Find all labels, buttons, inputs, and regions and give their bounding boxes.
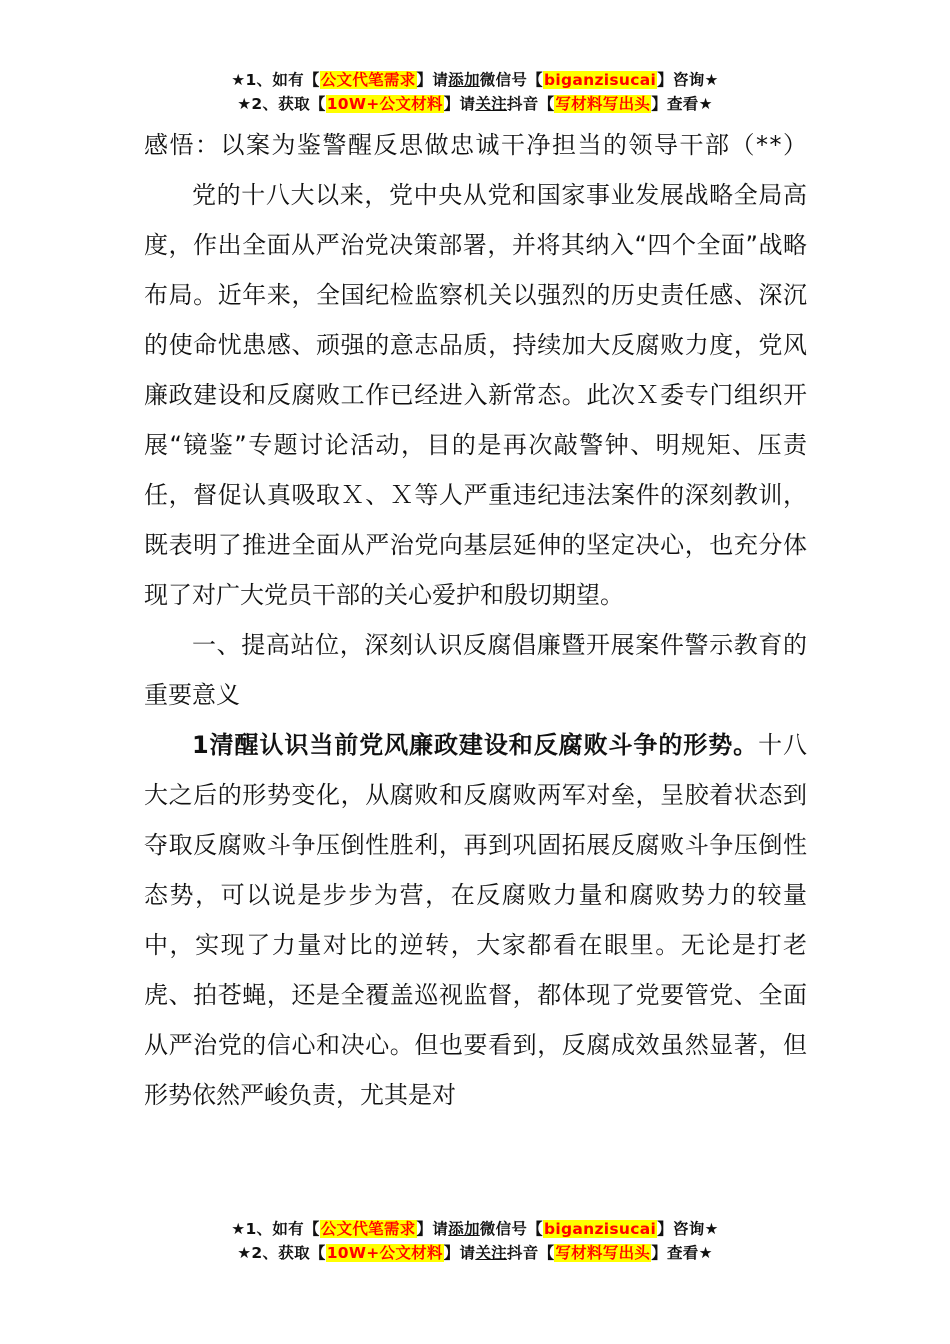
banner-highlight: 10W+公文材料 [326, 1244, 443, 1262]
banner-highlight: 10W+公文材料 [326, 95, 443, 113]
banner-highlight: 写材料写出头 [555, 95, 651, 113]
banner-text: 抖音【 [506, 95, 555, 113]
banner-text: 】请 [443, 1244, 476, 1262]
banner-highlight: 公文代笔需求 [320, 1220, 416, 1238]
banner-text: 】请 [416, 71, 449, 89]
banner-highlight: biganzisucai [543, 71, 657, 89]
banner-highlight: 公文代笔需求 [320, 71, 416, 89]
banner-highlight: biganzisucai [543, 1220, 657, 1238]
banner-text: ★1、如有【 [231, 1220, 320, 1238]
banner-text: ★1、如有【 [231, 71, 320, 89]
footer-banner [0, 1217, 950, 1265]
paragraph-body: 十八大之后的形势变化，从腐败和反腐败两军对垒，呈胶着状态到夺取反腐败斗争压倒性胜利，再到巩固拓展反腐败斗争压倒性态势，可以说是步步为营，在反腐败力量和腐败势力的较量中，实现了力量对比的逆转，大家都看在眼里。无论是打老虎、拍苍蝇，还是全覆盖巡视监督，都体现了党要管党、全面从严治党的信心和决心。但也要看到，反腐成效虽然显著，但形势依然严峻负责，尤其是对 [144, 731, 808, 1109]
header-banner [0, 68, 950, 116]
banner-text: 抖音【 [506, 1244, 555, 1262]
banner-text: 微信号【 [479, 1220, 543, 1238]
banner-text: 微信号【 [479, 71, 543, 89]
banner-highlight: 写材料写出头 [555, 1244, 651, 1262]
banner-line-2 [0, 92, 950, 116]
banner-text: 】咨询★ [657, 71, 719, 89]
banner-underline: 关注 [475, 95, 507, 113]
banner-text: ★2、获取【 [237, 95, 326, 113]
paragraph-lead-bold: 1清醒认识当前党风廉政建设和反腐败斗争的形势。 [192, 731, 759, 759]
banner-line-2 [0, 1241, 950, 1265]
banner-underline: 关注 [475, 1244, 507, 1262]
banner-underline: 添加 [448, 71, 480, 89]
document-title: 感悟：以案为鉴警醒反思做忠诚干净担当的领导干部（**） [144, 131, 809, 159]
banner-line-1 [0, 1217, 950, 1241]
banner-text: 】请 [443, 95, 476, 113]
document-body [144, 120, 807, 1120]
banner-text: 】咨询★ [657, 1220, 719, 1238]
paragraph-intro: 党的十八大以来，党中央从党和国家事业发展战略全局高度，作出全面从严治党决策部署，并将其纳入“四个全面”战略布局。近年来，全国纪检监察机关以强烈的历史责任感、深沉的使命忧患感、顽强的意志品质，持续加大反腐败力度，党风廉政建设和反腐败工作已经进入新常态。此次Ｘ委专门组织开展“镜鉴”专题讨论活动，目的是再次敲警钟、明规矩、压责任，督促认真吸取Ｘ、Ｘ等人严重违纪违法案件的深刻教训，既表明了推进全面从严治党向基层延伸的坚定决心，也充分体现了对广大党员干部的关心爱护和殷切期望。 [144, 181, 807, 609]
banner-line-1 [0, 68, 950, 92]
banner-text: 】请 [416, 1220, 449, 1238]
banner-text: 】查看★ [651, 95, 713, 113]
banner-text: 】查看★ [651, 1244, 713, 1262]
banner-underline: 添加 [448, 1220, 480, 1238]
paragraph-situation [144, 720, 807, 1120]
banner-text: ★2、获取【 [237, 1244, 326, 1262]
section-heading: 一、提高站位，深刻认识反腐倡廉暨开展案件警示教育的重要意义 [144, 631, 807, 709]
